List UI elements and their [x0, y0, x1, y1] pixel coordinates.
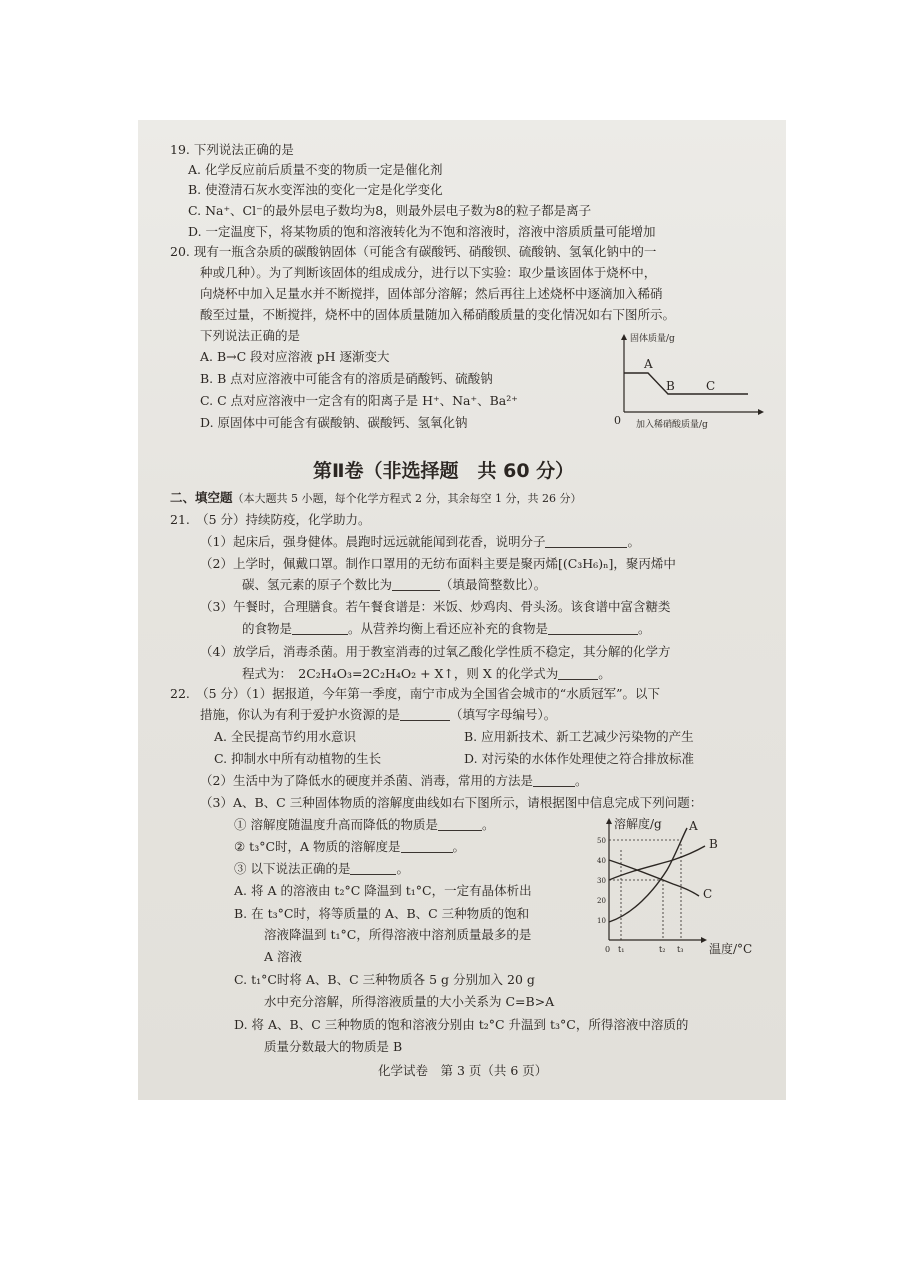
x-tick-t3: t₃ [677, 945, 684, 954]
q22-sub1: ① 溶解度随温度升高而降低的物质是 。 [234, 817, 495, 832]
y-axis-arrow [606, 818, 612, 824]
chart-ylabel: 溶解度/g [614, 817, 662, 831]
q20-line-4: 酸至过量，不断搅拌，烧杯中的固体质量随加入稀硝酸质量的变化情况如右下图所示。 [200, 307, 676, 322]
answer-blank[interactable] [558, 667, 598, 680]
q22-option-b: B. 应用新技术、新工艺减少污染物的产生 [464, 729, 694, 744]
q20-line-3: 向烧杯中加入足量水并不断搅拌，固体部分溶解；然后再往上述烧杯中逐滴加入稀硝 [200, 286, 663, 301]
q22-choice-a: A. 将 A 的溶液由 t₂°C 降温到 t₁°C，一定有晶体析出 [234, 883, 532, 898]
q21-part3-food-text: 的食物是 [242, 621, 293, 636]
q22-sub3-text: ③ 以下说法正确的是 [234, 861, 351, 876]
section-head-label: 二、填空题 [170, 490, 233, 505]
graph-ylabel: 固体质量/g [630, 334, 675, 344]
point-b-label: B [666, 379, 675, 393]
curve-c-label: C [703, 887, 713, 901]
q19-option-a: A. 化学反应前后质量不变的物质一定是催化剂 [188, 162, 443, 177]
q20-line-5: 下列说法正确的是 [200, 328, 301, 343]
answer-blank[interactable] [350, 862, 396, 875]
q20-line-1: 20. 现有一瓶含杂质的碳酸钠固体（可能含有碳酸钙、硝酸钡、硫酸钠、氢氧化钠中的一 [170, 244, 657, 259]
answer-blank[interactable] [545, 535, 627, 548]
q21-part2: （2）上学时，佩戴口罩。制作口罩用的无纺布面料主要是聚丙烯[(C₃H₆)ₙ]，聚丙烯中 [200, 556, 676, 571]
q22-choice-d-cont: 质量分数最大的物质是 B [264, 1039, 403, 1054]
answer-blank[interactable] [401, 840, 453, 853]
answer-blank[interactable] [533, 774, 575, 787]
q19-option-c: C. Na⁺、Cl⁻的最外层电子数均为8，则最外层电子数为8的粒子都是离子 [188, 203, 592, 218]
q22-choice-b: B. 在 t₃°C时，将等质量的 A、B、C 三种物质的饱和 [234, 906, 530, 921]
point-c-label: C [706, 379, 716, 393]
y-tick-20: 20 [597, 897, 606, 905]
q21-part2-tail: （填最简整数比）。 [440, 577, 547, 592]
q22-part1-cont [200, 707, 556, 723]
q22-sub1-text: ① 溶解度随温度升高而降低的物质是 [234, 817, 438, 832]
q20-line-2: 种或几种）。为了判断该固体的组成成分，进行以下实验：取少量该固体于烧杯中， [200, 265, 657, 280]
q21-part1-text: （1）起床后，强身健体。晨跑时远远就能闻到花香，说明分子 [200, 534, 546, 549]
answer-blank[interactable] [438, 818, 482, 831]
x-axis-arrow [758, 409, 764, 415]
q22-sub3: ③ 以下说法正确的是 。 [234, 861, 409, 876]
q22-option-d: D. 对污染的水体作处理使之符合排放标准 [464, 751, 695, 766]
q20-option-c: C. C 点对应溶液中一定含有的阳离子是 H⁺、Na⁺、Ba²⁺ [200, 393, 518, 408]
solubility-chart [593, 810, 773, 960]
x-tick-t2: t₂ [659, 945, 666, 954]
curve-b-label: B [709, 837, 718, 851]
q21-part4-equation: 程式为： 2C₂H₄O₃=2C₂H₄O₂ + X↑，则 X 的化学式为 [242, 666, 559, 681]
exam-page [138, 120, 786, 1100]
q21-part3-supplement-text: 。从营养均衡上看还应补充的食物是 [348, 621, 549, 636]
y-tick-40: 40 [597, 857, 606, 865]
mass-curve [624, 373, 748, 394]
q22-sub2-text: ② t₃°C时，A 物质的溶解度是 [234, 839, 401, 854]
page-footer: 化学试卷 第 3 页（共 6 页） [378, 1063, 548, 1078]
q20-option-a: A. B→C 段对应溶液 pH 逐渐变大 [200, 349, 390, 364]
q21-part4-cont: 程式为： 2C₂H₄O₃=2C₂H₄O₂ + X↑，则 X 的化学式为 。 [242, 666, 611, 681]
q21-part3: （3）午餐时，合理膳食。若午餐食谱是：米饭、炒鸡肉、骨头汤。该食谱中富含糖类 [200, 599, 671, 614]
x-tick-origin: 0 [605, 945, 611, 954]
q22-choice-b-cont: 溶液降温到 t₁°C，所得溶液中溶剂质量最多的是 [264, 927, 532, 942]
q22-sub2: ② t₃°C时，A 物质的溶解度是 。 [234, 839, 466, 854]
q22-option-c: C. 抑制水中所有动植物的生长 [214, 751, 382, 766]
q19-option-b: B. 使澄清石灰水变浑浊的变化一定是化学变化 [188, 182, 443, 197]
q22-part1-tail: （填写字母编号）。 [450, 707, 557, 722]
answer-blank[interactable] [548, 622, 638, 635]
answer-blank[interactable] [392, 578, 440, 591]
curve-b [609, 846, 705, 880]
q21-part3-cont: 的食物是 。从营养均衡上看还应补充的食物是 。 [242, 621, 651, 636]
q22-choice-b-cont2: A 溶液 [264, 949, 303, 964]
q22-part1-text: 措施，你认为有利于爱护水资源的是 [200, 707, 401, 722]
q22-part3: （3）A、B、C 三种固体物质的溶解度曲线如右下图所示，请根据图中信息完成下列问题： [200, 795, 703, 810]
q22-part2: （2）生活中为了降低水的硬度并杀菌、消毒，常用的方法是 。 [200, 773, 588, 788]
q20-option-d: D. 原固体中可能含有碳酸钠、碳酸钙、氢氧化钠 [200, 415, 468, 430]
q22-choice-d: D. 将 A、B、C 三种物质的饱和溶液分别由 t₂°C 升温到 t₃°C，所得溶液中溶质的 [234, 1017, 689, 1032]
answer-blank[interactable] [292, 622, 348, 635]
q21-part4: （4）放学后，消毒杀菌。用于教室消毒的过氧乙酸化学性质不稳定，其分解的化学方 [200, 644, 671, 659]
answer-blank[interactable] [400, 708, 450, 721]
q22-option-a: A. 全民提高节约用水意识 [214, 729, 356, 744]
q21-part1: （1）起床后，强身健体。晨跑时远远就能闻到花香，说明分子 。 [200, 534, 640, 549]
section-note: （本大题共 5 小题，每个化学方程式 2 分，其余每空 1 分，共 26 分） [232, 492, 582, 505]
q19-stem: 19. 下列说法正确的是 [170, 142, 294, 157]
graph-origin: 0 [614, 414, 621, 427]
q22-choice-c-cont: 水中充分溶解，所得溶液质量的大小关系为 C=B>A [264, 994, 555, 1009]
q21-part2-cont [242, 577, 546, 593]
q19-option-d: D. 一定温度下，将某物质的饱和溶液转化为不饱和溶液时，溶液中溶质质量可能增加 [188, 224, 656, 239]
part2-title: 第Ⅱ卷（非选择题 共 60 分） [313, 460, 575, 482]
q21-part2-cont-text: 碳、氢元素的原子个数比为 [242, 577, 393, 592]
point-a-label: A [644, 357, 653, 371]
curve-a-label: A [689, 819, 698, 833]
x-axis-arrow [701, 937, 707, 943]
x-tick-t1: t₁ [618, 945, 625, 954]
q21-stem: 21. （5 分）持续防疫，化学助力。 [170, 512, 371, 527]
section-heading [170, 490, 581, 507]
solid-mass-graph [608, 330, 768, 430]
q20-option-b: B. B 点对应溶液中可能含有的溶质是硝酸钙、硫酸钠 [200, 371, 493, 386]
graph-xlabel: 加入稀硝酸质量/g [636, 420, 708, 430]
q22-part2-text: （2）生活中为了降低水的硬度并杀菌、消毒，常用的方法是 [200, 773, 533, 788]
y-tick-30: 30 [597, 877, 606, 885]
q22-choice-c: C. t₁°C时将 A、B、C 三种物质各 5 g 分别加入 20 g [234, 972, 535, 987]
q22-stem: 22. （5 分）（1）据报道，今年第一季度，南宁市成为全国省会城市的“水质冠军”。以下 [170, 686, 661, 701]
y-axis-arrow [621, 334, 627, 340]
y-tick-50: 50 [597, 837, 606, 845]
chart-xlabel: 温度/°C [709, 942, 753, 956]
y-tick-10: 10 [597, 917, 606, 925]
